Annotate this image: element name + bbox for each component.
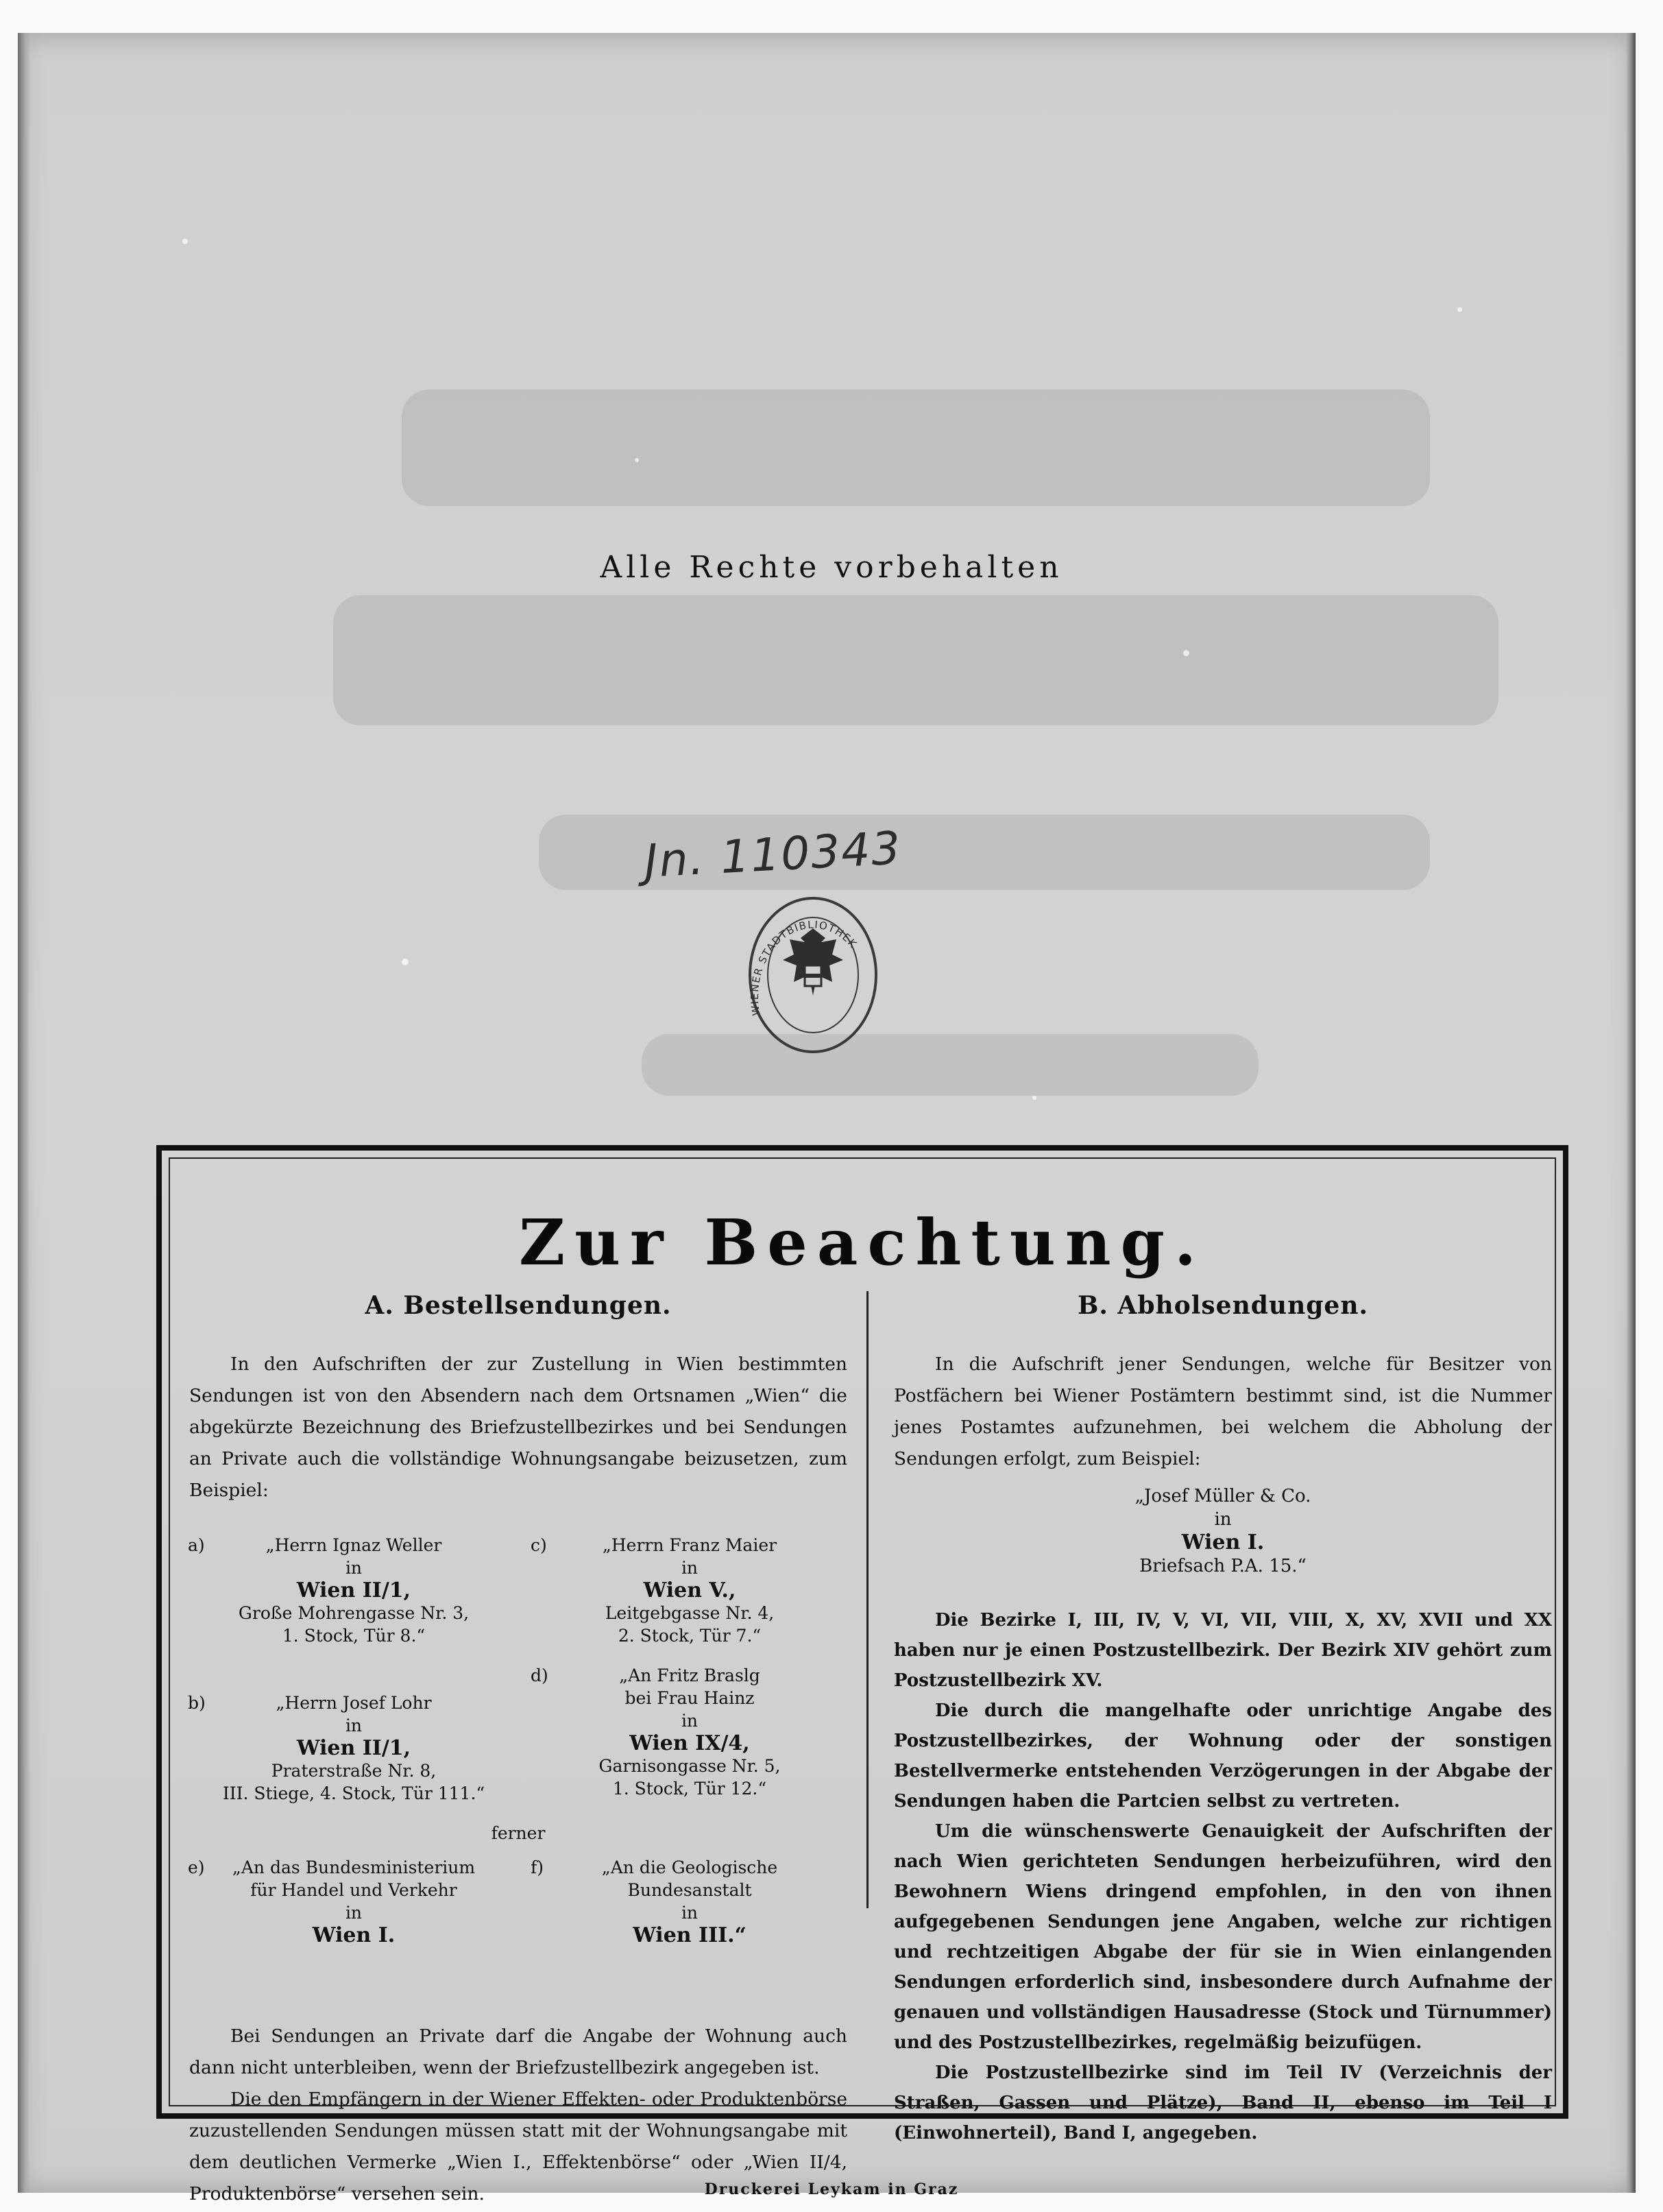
example-street: Praterstraße Nr. 8, — [271, 1761, 437, 1781]
example-line: in — [681, 1558, 699, 1578]
section-b-bezirke: Die Bezirke I, III, IV, V, VI, VII, VIII, X, XV, XVII und XX haben nur je einen Postzustellbezirk. Der Bezirk XIV gehört zum Postzustellbezirk XV. — [894, 1610, 1552, 1691]
section-b-intro: In die Aufschrift jener Sendungen, welche für Besitzer von Postfächern bei Wiener Postämtern bestimmt sind, ist die Nummer jenes Postamtes aufzunehmen, bei welchem die Abholung der Sendungen erfolgt, zum Beispiel: — [894, 1354, 1552, 1469]
example-city: Wien II/1, — [296, 1578, 411, 1602]
example-line: „An Fritz Braslg — [619, 1666, 760, 1685]
notice-title: Zur Beachtung. — [519, 1205, 1206, 1279]
example-line: „Josef Müller & Co. — [1134, 1486, 1311, 1506]
stamp-text: WIENER STADTBIBLIOTHEK — [748, 918, 860, 1017]
example-line: Bundesanstalt — [627, 1880, 752, 1900]
example-line: „Herrn Josef Lohr — [276, 1693, 432, 1713]
section-a-heading: A. Bestellsendungen. — [365, 1291, 672, 1320]
example-street: 1. Stock, Tür 12.“ — [612, 1779, 767, 1799]
example-city: Wien II/1, — [296, 1736, 411, 1760]
example-key: a) — [188, 1535, 205, 1555]
example-b — [189, 1692, 518, 1805]
address-examples — [188, 1534, 847, 1947]
example-a — [189, 1534, 518, 1647]
example-key: d) — [531, 1666, 548, 1685]
sheet-right-edge — [1626, 33, 1636, 2193]
eagle-crest-icon — [783, 928, 843, 996]
example-key: f) — [531, 1858, 544, 1877]
example-street: 1. Stock, Tür 8.“ — [282, 1626, 426, 1646]
section-b-teil: Die Postzustellbezirke sind im Teil IV (Verzeichnis der Straßen, Gassen und Plätze), Band II, ebenso im Teil I (Einwohnerteil), Band I, angegeben. — [894, 2063, 1552, 2143]
example-f — [532, 1856, 847, 1947]
printer-imprint: Druckerei Leykam in Graz — [704, 2180, 959, 2198]
example-line: „Herrn Ignaz Weller — [265, 1535, 442, 1555]
bleed-through-shadow — [333, 335, 1540, 1157]
example-city: Wien V., — [643, 1578, 736, 1602]
section-a — [189, 1291, 847, 2210]
section-a-private-note: Bei Sendungen an Private darf die Angabe der Wohnung auch dann nicht unterbleiben, wenn der Briefzustellbezirk angegeben ist. — [189, 2025, 847, 2078]
section-b-genauigkeit: Um die wünschenswerte Genauigkeit der Aufschriften der nach Wien gerichteten Sendungen herbeizuführen, wird den Bewohnern Wiens dringend empfohlen, in den von ihnen aufgegebenen Sendungen jene Angaben, welche zur richtigen und rechtzeitigen Abgabe der für sie in Wien einlangenden Sendungen erforderlich sind, insbesondere durch Aufnahme der genauen und vollständigen Hausadresse (Stock und Türnummer) und des Postzustellbezirkes, regelmäßig beizufügen. — [894, 1821, 1552, 2053]
library-stamp — [744, 893, 882, 1057]
dust-speck — [402, 959, 409, 965]
example-line: für Handel und Verkehr — [250, 1880, 457, 1900]
dust-speck — [1183, 650, 1189, 656]
example-street: Leitgebgasse Nr. 4, — [605, 1603, 775, 1623]
dust-speck — [182, 239, 188, 244]
example-street: 2. Stock, Tür 7.“ — [618, 1626, 762, 1646]
example-line: in — [1214, 1509, 1232, 1530]
example-street: III. Stiege, 4. Stock, Tür 111.“ — [222, 1783, 485, 1803]
example-line: in — [681, 1711, 699, 1731]
example-line: in — [345, 1903, 363, 1923]
example-line: „Herrn Franz Maier — [602, 1535, 777, 1555]
example-city: Wien I. — [312, 1923, 396, 1947]
example-line: in — [681, 1903, 699, 1923]
example-key: b) — [188, 1693, 206, 1713]
dust-speck — [635, 458, 639, 462]
rights-notice: Alle Rechte vorbehalten — [600, 550, 1063, 585]
example-line: in — [345, 1558, 363, 1578]
example-line: „An die Geologische — [601, 1858, 778, 1877]
section-b-verzoegerung: Die durch die mangelhafte oder unrichtige Angabe des Postzustellbezirkes, der Wohnung oder der sonstigen Bestellvermerke entstehenden Verzögerungen in der Abgabe der Sendungen haben die Partcien selbst zu vertreten. — [894, 1700, 1552, 1812]
dust-speck — [1032, 1096, 1036, 1100]
section-b — [894, 1291, 1552, 2148]
section-a-intro: In den Aufschriften der zur Zustellung in Wien bestimmten Sendungen ist von den Absendern nach dem Ortsnamen „Wien“ die abgekürzte Bezeichnung des Briefzustellbezirkes und bei Sendungen an Private auch die vollständige Wohnungsangabe beizusetzen, zum Beispiel: — [189, 1354, 847, 1501]
sheet-left-edge — [18, 33, 30, 2193]
example-d — [532, 1664, 847, 1800]
example-e — [189, 1856, 518, 1947]
example-city: Wien I. — [1181, 1530, 1265, 1554]
example-line: Briefsach P.A. 15.“ — [1139, 1556, 1307, 1576]
example-street: Große Mohrengasse Nr. 3, — [238, 1603, 470, 1623]
dust-speck — [1457, 307, 1462, 312]
column-divider — [866, 1291, 869, 1908]
example-line: „An das Bundesministerium — [232, 1858, 476, 1877]
example-line: bei Frau Hainz — [624, 1688, 755, 1708]
example-key: c) — [531, 1535, 547, 1555]
section-b-example — [894, 1484, 1552, 1578]
example-city: Wien IX/4, — [629, 1731, 750, 1755]
section-a-boerse-note: Die den Empfängern in der Wiener Effekten- oder Produktenbörse zuzustellenden Sendungen müssen statt mit der Wohnungsangabe mit dem deutlichen Vermerke „Wien I., Effektenbörse“ oder „Wien II/4, Produktenbörse“ versehen sein. — [189, 2089, 847, 2204]
example-line: in — [345, 1716, 363, 1735]
example-ferner: ferner — [491, 1823, 546, 1843]
handwritten-inventory-number: Jn. 110343 — [643, 821, 903, 888]
example-key: e) — [188, 1858, 205, 1877]
section-b-heading: B. Abholsendungen. — [1077, 1291, 1369, 1320]
example-c — [532, 1534, 847, 1647]
example-street: Garnisongasse Nr. 5, — [598, 1756, 781, 1776]
example-city: Wien III.“ — [633, 1923, 746, 1947]
